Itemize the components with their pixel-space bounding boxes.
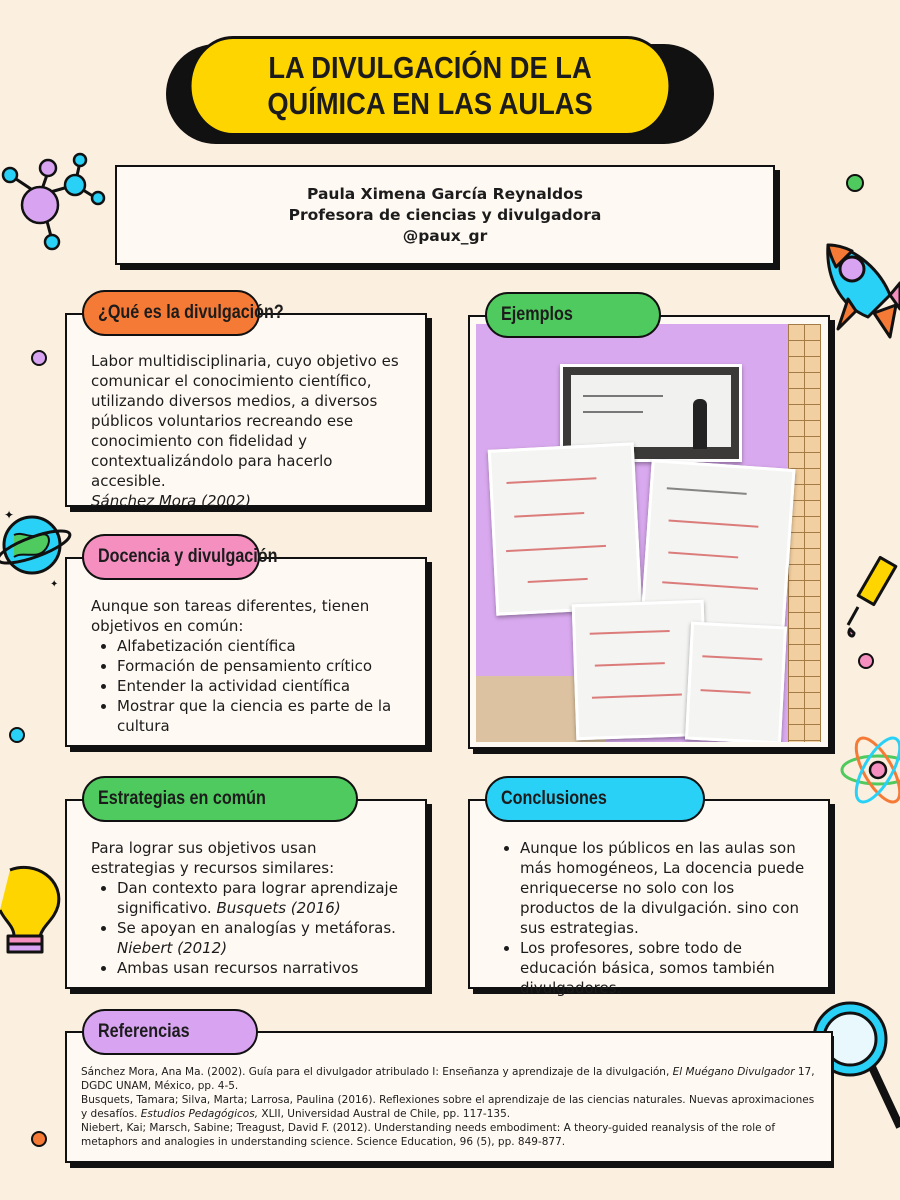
que-es-text: Labor multidisciplinaria, cuyo objetivo es comunicar el conocimiento científico, utilizando diversos medios, a diversos públicos voluntarios recreando ese conocimiento con fidelidad y contextualizándolo para hacerlo accesible.	[91, 352, 399, 490]
list-item: • Aunque los públicos en las aulas son más homogéneos, La docencia puede enriquecerse no solo con los productos de la divulgación. sino con sus estrategias.	[520, 838, 810, 938]
author-box	[115, 165, 775, 265]
citation: Busquets (2016)	[216, 899, 341, 917]
list-item: • Mostrar que la ciencia es parte de la cultura	[117, 696, 405, 736]
list-item: • Ambas usan recursos narrativos	[117, 958, 405, 978]
estrategias-list	[91, 878, 405, 978]
docencia-box	[65, 557, 427, 747]
molecule-icon	[0, 150, 110, 260]
list-item: • Entender la actividad científica	[117, 676, 405, 696]
atom-icon	[838, 720, 900, 820]
dot-decoration	[31, 350, 47, 366]
dot-decoration	[31, 1131, 47, 1147]
syringe-icon	[842, 545, 900, 640]
citation: Niebert (2012)	[117, 939, 228, 957]
author-name: Paula Ximena García Reynaldos	[307, 184, 583, 203]
grid-paper-decoration	[788, 324, 821, 742]
docencia-heading: Docencia y divulgación	[82, 534, 260, 580]
dot-decoration	[846, 174, 864, 192]
estrategias-intro: Para lograr sus objetivos usan estrategias y recursos similares:	[91, 839, 335, 877]
reference-1: Sánchez Mora, Ana Ma. (2002). Guía para el divulgador atribulado I: Enseñanza y aprendizaje de la divulgación, El Muégano Divulgador 17, DGDC UNAM, México, pp. 4-5.	[81, 1066, 815, 1092]
list-item: • Alfabetización científica	[117, 636, 405, 656]
page-title	[189, 36, 671, 136]
title-line-2: QUÍMICA EN LAS AULAS	[267, 86, 593, 121]
title-line-1: LA DIVULGACIÓN DE LA	[268, 50, 592, 85]
reference-2: Busquets, Tamara; Silva, Marta; Larrosa, Paulina (2016). Reflexiones sobre el aprendizaje de las ciencias naturales. Nuevas aproximaciones y desafíos. Estudios Pedagógicos, XLII, Universidad Austral de Chile, pp. 117-135.	[81, 1094, 815, 1120]
que-es-heading: ¿Qué es la divulgación?	[82, 290, 260, 336]
planet-icon	[0, 505, 72, 590]
estrategias-box	[65, 799, 427, 989]
svg-text:✦: ✦	[50, 579, 59, 590]
list-item: • Los profesores, sobre todo de educación básica, somos también divulgadores.	[520, 938, 810, 998]
whiteboard-photo	[488, 442, 642, 615]
list-item: • Se apoyan en analogías y metáforas. Niebert (2012)	[117, 918, 405, 958]
conclusiones-box	[468, 799, 830, 997]
dot-decoration	[858, 653, 874, 669]
author-handle: @paux_gr	[402, 226, 488, 245]
docencia-intro: Aunque son tareas diferentes, tienen objetivos en común:	[91, 597, 370, 635]
svg-text:✦: ✦	[4, 508, 15, 522]
docencia-list	[91, 636, 405, 736]
reference-3: Niebert, Kai; Marsch, Sabine; Treagust, David F. (2012). Understanding needs embodiment: A theory-guided reanalysis of the role of metaphors and analogies in understanding science. Science Education, 96 (5), pp. 849-877.	[81, 1122, 776, 1148]
lightbulb-icon	[0, 850, 70, 960]
conclusiones-heading: Conclusiones	[485, 776, 705, 822]
author-role: Profesora de ciencias y divulgadora	[288, 205, 602, 224]
dot-decoration	[9, 727, 25, 743]
photo-collage	[476, 324, 821, 742]
list-item: • Formación de pensamiento crítico	[117, 656, 405, 676]
que-es-citation: Sánchez Mora (2002)	[91, 492, 251, 510]
conclusiones-list	[492, 838, 810, 998]
referencias-heading: Referencias	[82, 1009, 258, 1055]
whiteboard-photo	[685, 622, 787, 742]
list-item: • Dan contexto para lograr aprendizaje significativo. Busquets (2016)	[117, 878, 405, 918]
estrategias-heading: Estrategias en común	[82, 776, 358, 822]
que-es-box	[65, 313, 427, 510]
ejemplos-heading: Ejemplos	[485, 292, 661, 338]
